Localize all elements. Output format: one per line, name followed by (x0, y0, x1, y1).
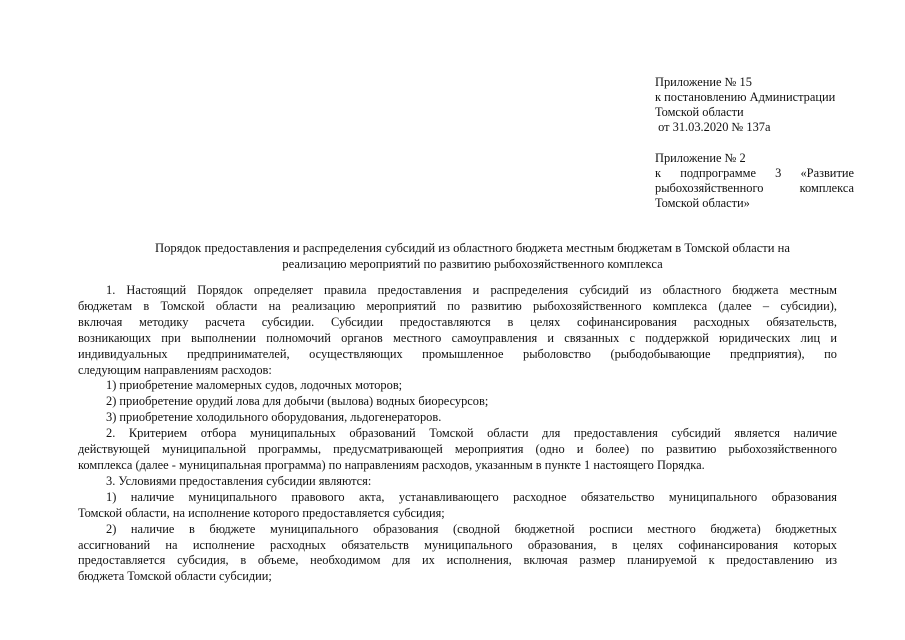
annex-15-header (655, 75, 875, 135)
list-item: 2) наличие в бюджете муниципального образования (сводной бюджетной росписи местного бюджета) бюджетных (106, 521, 837, 536)
list-item: 1) наличие муниципального правового акта, устанавливающего расходное обязательство муниципального образования (106, 489, 837, 504)
list-item: Томской области, на исполнение которого предоставляется субсидия; (78, 505, 445, 520)
body-line: бюджетам в Томской области на реализацию мероприятий по развитию рыбохозяйственного комплекса (далее – субсидии), (78, 298, 837, 313)
document-title (80, 240, 865, 272)
list-item: 2) приобретение орудий лова для добычи (вылова) водных биоресурсов; (106, 394, 489, 409)
title-line-1: Порядок предоставления и распределения субсидий из областного бюджета местным бюджетам в Томской области на (155, 241, 790, 255)
list-item: предоставляется субсидия, в объеме, необходимом для их исполнения, включая размер планируемой к предоставлению из (78, 553, 837, 568)
body-line: возникающих при выполнении полномочий органов местного самоуправления и связанных с поддержкой юридических лиц и (78, 330, 837, 345)
document-body (78, 283, 837, 585)
body-line: 2. Критерием отбора муниципальных образований Томской области для предоставления субсидий является наличие (106, 426, 837, 441)
body-line: 1. Настоящий Порядок определяет правила предоставления и распределения субсидий из областного бюджета местным (106, 283, 837, 297)
body-line: следующим направлениям расходов: (78, 362, 272, 377)
body-line: действующей муниципальной программы, предусматривающей мероприятия (одно и более) по развитию рыбохозяйственного (78, 442, 837, 457)
annex-15-date: от 31.03.2020 № 137а (655, 120, 771, 134)
annex-2-number: Приложение № 2 (655, 151, 746, 165)
annex-2-subprogram: к подпрограмме 3 «Развитие (655, 166, 854, 180)
list-item: ассигнований на исполнение расходных обязательств муниципального образования, в целях софинансирования которых (78, 537, 837, 552)
annex-2-complex: рыбохозяйственного комплекса (655, 181, 854, 195)
body-line: 3. Условиями предоставления субсидии являются: (106, 473, 372, 488)
body-line: включая методику расчета субсидии. Субсидии предоставляются в целях софинансирования расходных обязательств, (78, 314, 837, 329)
body-line: индивидуальных предпринимателей, осуществляющих промышленное рыболовство (рыбодобывающие предприятия), по (78, 346, 837, 361)
list-item: бюджета Томской области субсидии; (78, 569, 272, 584)
annex-15-number: Приложение № 15 (655, 75, 752, 89)
annex-2-header (655, 151, 854, 211)
annex-15-resolution: к постановлению Администрации (655, 90, 836, 104)
body-line: комплекса (далее - муниципальная программа) по направлениям расходов, указанным в пункте 1 настоящего Порядка. (78, 457, 705, 472)
annex-2-region: Томской области» (655, 196, 750, 210)
list-item: 1) приобретение маломерных судов, лодочных моторов; (106, 378, 403, 393)
annex-15-region: Томской области (655, 105, 744, 119)
title-line-2: реализацию мероприятий по развитию рыбохозяйственного комплекса (282, 257, 663, 271)
list-item: 3) приобретение холодильного оборудования, льдогенераторов. (106, 410, 442, 425)
